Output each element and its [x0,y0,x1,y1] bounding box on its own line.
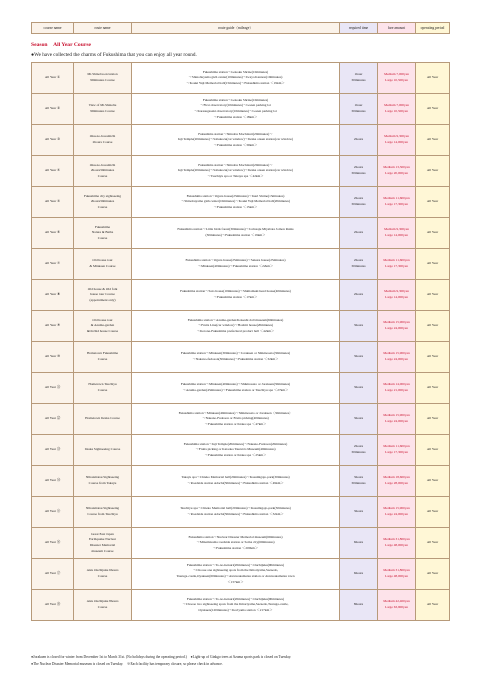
course-name-line: & Azuma-garden [90,323,115,328]
course-name-line: house tour Course [90,292,115,297]
route-guide-line: ～Roadside station Adachi(30minutes)～Fukushima station ＜32km＞ [187,512,284,516]
fare-amount-line: Large 63,900yen [385,605,408,609]
course-name-line: Great East Japan [91,531,114,536]
fare-amount [378,311,416,342]
fare-amount [378,559,416,590]
required-time [340,528,378,559]
route-guide [132,187,340,218]
fare-amount-line: Medium 15,900yen [383,506,410,511]
route-guide-line: Fukushima station～Minkaen(40minutes)～Shikinosato or Jorakuen（30minutes） [178,410,293,415]
route-guide [132,373,340,404]
fare-amount-line: Large 17,300yen [385,264,408,268]
course-id: All Year ⑱ [32,590,74,621]
course-name-line: museum Course [91,548,114,553]
operating-period: All Year [416,590,450,621]
course-table-body [32,63,450,621]
fare-amount [378,373,416,404]
course-id: All Year ⑨ [32,311,74,342]
operating-period: All Year [416,342,450,373]
route-guide [132,63,340,94]
operating-period: All Year [416,466,450,497]
fare-amount-line: Large 20,000yen [385,171,408,175]
route-guide [132,249,340,280]
course-id: All Year ① [32,63,74,94]
operating-period: All Year [416,435,450,466]
course-name-line: Old house tour [92,258,113,263]
course-name-line: Fukushima city sightseeing [83,193,122,198]
fare-amount-line: Medium 42,400yen [383,599,410,604]
course-name-line: 90minutes Course [90,109,115,113]
course-row [32,94,450,125]
fare-amount-line: Large 14,000yen [385,233,408,237]
header-course-name: course name [32,23,74,34]
header-required-time: required time [340,23,378,34]
route-guide-line: ～Fukushima station or Iizaka spa ＜47km＞ [204,421,267,426]
required-time [340,559,378,590]
course-row [32,125,450,156]
route-guide [132,590,340,621]
fare-amount-line: Medium 7,000yen [384,103,409,108]
route-guide-line: ～Fruits Line(car window)～Hoshiri house(20minutes) [197,323,274,328]
fare-amount-line: Large 48,000yen [385,543,408,547]
fare-amount-line: Large 10,500yen [385,109,408,113]
route-guide-line: ～Minamisoma roadside station or Soma city(60minutes) [196,540,275,545]
course-id: All Year ④ [32,156,74,187]
course-name-line: Iizaka Sightseeing Course [84,447,121,452]
required-time [340,218,378,249]
operating-period: All Year [416,156,450,187]
course-name-line: Course [97,574,108,578]
fare-amount-line: Medium 31,800yen [383,568,410,573]
course-row [32,435,450,466]
course-name-line: Earthquake Nuclear [88,537,117,542]
course-row [32,497,450,528]
course-name [74,125,132,156]
route-guide-line: Tsuchiyu spa～Chieko Memorial hall(20minutes)～Kasumigajo-park(30minutes) [180,506,291,511]
course-table [31,62,450,621]
course-row [32,280,450,311]
required-time [340,311,378,342]
operating-period: All Year [416,249,450,280]
course-name-line: Disaster Memorial [89,543,116,547]
course-name [74,63,132,94]
operating-period: All Year [416,373,450,404]
route-guide-line: Iuji Temple(20minutes)～Sabakozu(car window)～Iizaka onsen station(car window) [177,137,294,142]
route-guide-line: ～Fukushima station ＜18km＞ [213,114,258,119]
fare-amount-line: Medium 7,000yen [384,72,409,77]
course-name-line: Old house tour [92,317,113,322]
route-guide-line: ～Azuma-garden(45minutes)～Fukushima station or Tsuchiyu spa ＜27km＞ [182,388,289,392]
required-time-line: 2hours [353,444,364,449]
route-guide [132,404,340,435]
required-time-line: 30minutes [351,202,366,206]
course-name-line: (appointment only) [89,297,116,302]
required-time [340,156,378,187]
course-name-line: &Orchid house Course [86,328,119,333]
course-row [32,466,450,497]
course-name-line: Mt.Shinobu excursion [87,72,118,77]
fare-amount-line: Medium 13,300yen [383,165,410,170]
course-name-line: Course [97,357,108,361]
course-name-line: Hometown Fukushima [87,351,118,356]
course-name-line: Course [97,388,108,392]
route-guide [132,280,340,311]
fare-amount-line: Large 17,300yen [385,202,408,206]
course-name [74,218,132,249]
fare-amount [378,435,416,466]
course-name [74,559,132,590]
operating-period: All Year [416,94,450,125]
required-time [340,497,378,528]
fare-amount-line: Large 14,000yen [385,295,408,299]
required-time-line: 30minutes [351,481,366,485]
fare-amount [378,125,416,156]
course-id: All Year ⑮ [32,497,74,528]
required-time-line: 6hours [353,571,364,576]
required-time-line: 3hours [353,475,364,480]
required-time [340,590,378,621]
course-name [74,249,132,280]
route-guide-line: Takayu spa～Chieko Memorial hall(20minutes)～Kasumigajo-park(30minutes) [181,475,290,480]
fare-amount-line: Medium 15,900yen [383,351,410,356]
course-name-line: Hometown Tsuchiyu [88,382,117,387]
route-guide [132,218,340,249]
route-guide-line: Fukushima station～To-no-hetsuri(20minutes)～Ouchijuku(90minutes) [186,562,285,567]
fare-amount [378,404,416,435]
fare-amount [378,94,416,125]
fare-amount-line: Large 28,000yen [385,481,408,485]
route-guide-line: Fukushima station～Iuji Temple(20minutes)～Nakano-Fudoson(20minutes) [183,441,288,446]
course-name-line: Aizu Ouchijuku 8hours [86,599,119,604]
route-guide-line: Fukushima station～Azuma-garden/Kokeshi doll museum(60minutes) [187,317,284,322]
operating-period: All Year [416,125,450,156]
course-row [32,187,450,218]
operating-period: All Year [416,497,450,528]
course-row [32,249,450,280]
course-name-line: 2hours30minutes [90,168,115,173]
fare-amount-line: Large 10,500yen [385,78,408,82]
route-guide-line: ～Shinobuyama gizh center(10minutes)～Iwaya Kannon(10minutes) [188,75,283,80]
course-id: All Year ⑯ [32,528,74,559]
required-time [340,94,378,125]
route-guide-line: ～Kotone-Fukushima prefectural product hall ＜42km＞ [196,328,275,333]
fare-amount-line: Medium 11,600yen [383,444,410,449]
required-time-line: 1hour [354,72,363,77]
operating-period: All Year [416,404,450,435]
route-guide-line: Fukushima station～Minkaen(40minutes)～Shikinosato or Jorakuen(30minutes) [180,382,291,387]
fare-amount [378,280,416,311]
route-guide-line: ～Fukushima station ＜200km＞ [212,545,259,550]
route-guide-line: ～Choose one sightseeing spots from the Iimoriyama,Sazaedo, [192,568,279,573]
course-row [32,311,450,342]
required-time-line: 30minutes [351,264,366,268]
fare-amount-line: Medium 15,900yen [383,320,410,325]
course-row [32,559,450,590]
route-guide-line: Iuji Temple(20minutes)～Sabakozu(car window)～Iizaka onsen station(car window) [177,168,294,173]
fare-amount-line: Large 24,000yen [385,326,408,330]
course-name-line: Oku-no-hosomichi [89,134,116,139]
course-name-line: Nature & Baths [91,230,114,235]
route-guide [132,559,340,590]
operating-period: All Year [416,559,450,590]
operating-period: All Year [416,311,450,342]
required-time-line: 2hours [353,137,364,142]
route-guide-line: ～Fukushima station ＜17km＞ [213,295,258,299]
operating-period: All Year [416,187,450,218]
route-guide [132,156,340,187]
route-guide-line: ～Kouki Yuji Memorial hall(15minutes)～Fukushima station ＜19km＞ [186,80,285,85]
course-row [32,404,450,435]
fare-amount-line: Medium 11,600yen [383,196,410,201]
route-guide [132,94,340,125]
course-name-line: Course [97,204,108,209]
course-name [74,466,132,497]
required-time [340,342,378,373]
course-name [74,311,132,342]
footnotes [31,654,449,668]
route-guide-line: Fukushima station～Gokoku Shrine(10minutes) [202,69,269,74]
course-name-line: 90minutes Course [90,78,115,82]
fare-amount-line: Large 14,000yen [385,140,408,144]
required-time-line: 2hours [353,165,364,170]
route-guide [132,342,340,373]
fare-amount [378,218,416,249]
course-name-line: & Minkaen Course [89,264,116,268]
required-time-line: 30minutes [351,109,366,113]
header-fare-amount: fare amount [378,23,416,34]
fare-amount-line: Large 48,000yen [385,574,408,578]
course-row [32,63,450,94]
course-name [74,187,132,218]
required-time [340,187,378,218]
course-name [74,497,132,528]
fare-amount-line: Medium 15,900yen [383,413,410,418]
fare-amount-line: Medium 9,300yen [384,289,409,294]
course-name-line: Course from Takayu [88,481,117,485]
course-name-line: Course [97,173,108,178]
route-guide-line: ～Karasugasaki observatory(10minutes)～Gozen parking lot [194,109,277,113]
route-guide-line: Fukushima station～Sato house(10minutes)～Shimamaki head house(40minutes) [180,289,291,294]
course-row [32,342,450,373]
required-time-line: 3hours [353,354,364,359]
route-guide [132,497,340,528]
route-guide-line: Fukushima station～To-no-hetsuri(20minutes)～Ouchijuku(90minutes) [186,596,285,601]
course-id: All Year ⑧ [32,280,74,311]
course-id: All Year ⑪ [32,373,74,404]
route-guide-line: ～Nakano-fudoson(30minutes)～Fukushima station ＜32km＞ [192,357,279,361]
route-guide-line: ～Fruits picking or Kataoka Tsuruta's Museum(40minutes) [195,447,276,452]
course-name-line: Nihonmatsu Sightseeing [85,475,120,480]
course-name-line: 2hours30minutes [90,199,115,204]
fare-amount [378,590,416,621]
required-time [340,466,378,497]
fare-amount [378,528,416,559]
fare-amount [378,187,416,218]
required-time [340,125,378,156]
course-name-line: Old house & Old folk [87,286,118,291]
operating-period: All Year [416,280,450,311]
fare-amount [378,466,416,497]
intro-text: ●We have collected the charms of Fukushima that you can enjoy all year round. [31,52,197,58]
course-id: All Year ⑬ [32,435,74,466]
required-time-line: 2hours [353,196,364,201]
column-header-table [31,22,450,34]
fare-amount [378,249,416,280]
required-time [340,249,378,280]
route-guide-line: Fukushima station～Minkaen(30minutes)～Jorakuen or Shikinosato(30minutes) [180,351,291,356]
course-name [74,280,132,311]
fare-amount-line: Medium 9,300yen [384,227,409,232]
course-id: All Year ⑰ [32,559,74,590]
required-time [340,404,378,435]
course-id: All Year ③ [32,125,74,156]
course-name-line: Aizu Ouchijuku 6hours [86,568,119,573]
course-row [32,590,450,621]
route-guide-line: ＜157km＞ [227,579,244,584]
operating-period: All Year [416,218,450,249]
route-guide-line: Fukushima station～Gokoku Shrine(10minutes) [202,97,269,102]
course-name-line: Course from Tsuchiyu [87,512,118,516]
route-guide [132,435,340,466]
fare-amount-line: Large 24,000yen [385,357,408,361]
route-guide-line: ～First observatory(10minutes)～Gozen parking lot [200,103,271,108]
course-row [32,373,450,404]
route-guide-line: Fukushima station～Nuclear Disaster Memorial museum(60minutes) [188,534,283,539]
course-row [32,218,450,249]
course-name [74,590,132,621]
course-name [74,94,132,125]
route-guide-line: Oyakuen(120minutes)～Koriyama station ＜217km＞ [198,607,273,612]
route-guide-line: ～Choose two sightseeing spots from the Iimoriyama,Sazaedo,Tsuruga-castle, [182,602,289,607]
course-id: All Year ⑥ [32,218,74,249]
route-guide-line: ～Fukushima station or Iizaka spa ＜25km＞ [204,452,267,457]
fare-amount [378,497,416,528]
course-name [74,528,132,559]
footnote-2: ●The Nuclear Disaster Memorial museum is closed on Tuesday. ※Each facility has temporary closure, so please check in advance. [31,662,223,666]
required-time-line: 30minutes [351,171,366,175]
footnote-1: ●Jorakuen is closed for winter from December 1st to March 31st. (No holidays during the operating period.) ●Light-up of Ginkgo trees at Azuma sports park is closed on Tuesday. [31,655,292,659]
course-id: All Year ⑭ [32,466,74,497]
required-time-line: 6hours [353,540,364,545]
course-name-line: Course [97,605,108,609]
course-row [32,528,450,559]
required-time [340,280,378,311]
fare-amount [378,156,416,187]
route-guide-line: (30minutes)～Fukushima station ＜19km＞ [205,233,266,237]
fare-amount-line: Large 24,000yen [385,419,408,423]
course-name-line: Fukushima [94,224,111,229]
course-name [74,373,132,404]
required-time-line: 8hours [353,602,364,607]
required-time-line: 3hours [353,323,364,328]
route-guide-line: Fukushima station～Shinobu Mochizuri(20minutes)～ [198,162,273,167]
header-route-guide: route guide（mileage） [132,23,340,34]
required-time-line: 2hours [353,292,364,297]
header-operating-period: operating period [416,23,450,34]
fare-amount-line: Medium 11,600yen [383,258,410,263]
required-time-line: 3hours [353,509,364,514]
course-name-line: Nihonmatsu Sightseeing [85,506,120,511]
course-id: All Year ② [32,94,74,125]
course-id: All Year ⑦ [32,249,74,280]
required-time [340,63,378,94]
required-time-line: 30minutes [351,450,366,454]
course-name [74,342,132,373]
course-id: All Year ⑩ [32,342,74,373]
season-title: Season All Year Course [31,42,91,48]
required-time-line: 30minutes [351,78,366,82]
route-guide-line: Fukushima station～Ogura house(25minutes)～Sakura house(25minutes) [185,258,286,263]
route-guide-line: Fukushima station～Ogura house(25minutes)～Inari Shrine(15minutes) [186,193,285,198]
course-name [74,435,132,466]
course-id: All Year ⑫ [32,404,74,435]
fare-amount-line: Medium 14,000yen [383,382,410,387]
route-guide-line: ～Roadside station Adachi(30minutes)～Fukushima station ＜49km＞ [187,481,284,485]
route-guide-line: ～Shinobuyama gizh center(10minutes)～Kouki Yuji Memorial hall(20minutes) [180,199,290,204]
route-guide-line: Fukushima station～Little birds forest(30minutes)～Jorinsaju Miyabata Jomon Ruins [177,227,294,232]
route-guide-line: Tsuruga-castle,Oyakuen(60minutes)～Aizuwakamatsu station or Aizuwakamatsu town [176,574,295,578]
route-guide-line: ～Minkaen(40minutes)～Fukushima station ＜22km＞ [197,264,274,268]
course-id: All Year ⑤ [32,187,74,218]
route-guide [132,466,340,497]
fare-amount-line: Large 24,000yen [385,512,408,516]
route-guide [132,311,340,342]
course-name-line: Hometown Iizaka Course [85,416,120,421]
course-row [32,156,450,187]
route-guide-line: ～Nakano-Fudoson or Fruits picking(40minutes) [202,416,269,421]
course-name [74,404,132,435]
route-guide-line: ～Fukushima station ＜15km＞ [213,204,258,209]
route-guide-line: ～Fukushima station ＜30km＞ [213,142,258,147]
fare-amount-line: Medium 18,600yen [383,475,410,480]
operating-period: All Year [416,528,450,559]
required-time [340,435,378,466]
header-route-name: route name [74,23,132,34]
route-guide-line: ～Tsuchiyu spa or Takayu spa ＜42km＞ [207,173,264,178]
required-time [340,373,378,404]
course-name-line: 2hours Course [92,140,113,144]
course-name-line: Course [97,235,108,240]
fare-amount [378,63,416,94]
fare-amount-line: Large 17,300yen [385,450,408,454]
required-time-line: 3hours [353,416,364,421]
route-guide-line: Fukushima station～Shinobu Mochizuri(20minutes)～ [198,131,273,136]
fare-amount-line: Medium 31,800yen [383,537,410,542]
route-guide [132,125,340,156]
course-name-line: View of Mt.Shinobu [88,103,117,108]
route-guide [132,528,340,559]
operating-period: All Year [416,63,450,94]
required-time-line: 1hour [354,103,363,108]
required-time-line: 2hours [353,258,364,263]
fare-amount [378,342,416,373]
fare-amount-line: Large 21,000yen [385,388,408,392]
required-time-line: 2hours [353,230,364,235]
course-name [74,156,132,187]
required-time-line: 3hours [353,385,364,390]
course-name-line: Oku-no-hosomichi [89,162,116,167]
fare-amount-line: Medium 9,300yen [384,134,409,139]
